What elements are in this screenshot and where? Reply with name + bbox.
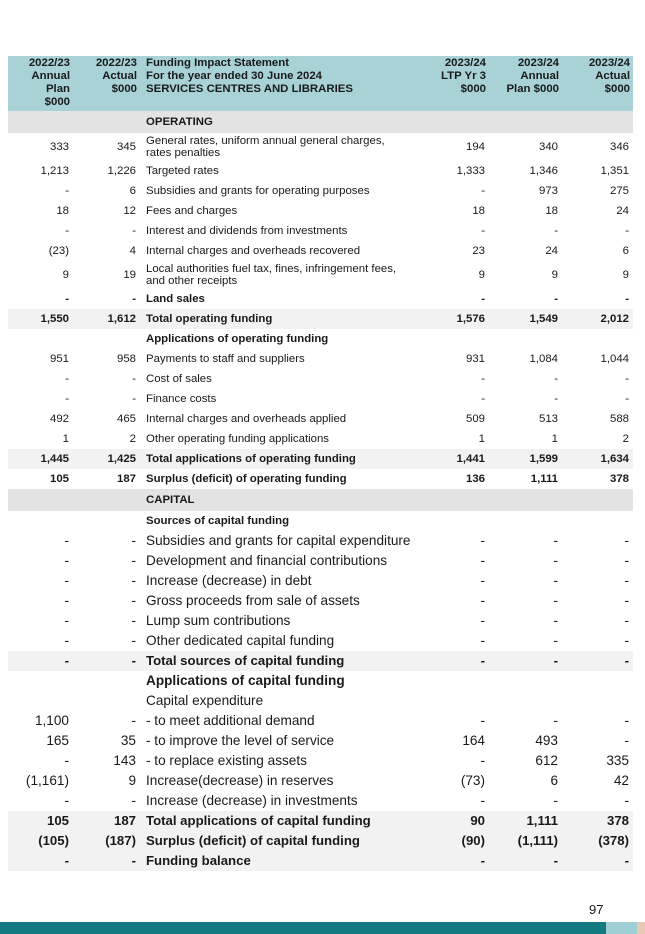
table-row: [8, 241, 633, 261]
table-row: [8, 531, 633, 551]
row-value: (1,111): [489, 831, 562, 851]
row-value: 1,226: [107, 165, 136, 177]
row-value: 24: [545, 245, 558, 257]
row-value: 18: [56, 205, 69, 217]
row-value: -: [480, 593, 485, 608]
row-value: -: [480, 553, 485, 568]
table-row: [8, 329, 633, 349]
row-value: 2,012: [562, 309, 633, 329]
row-value: [73, 329, 140, 349]
table-row: [8, 811, 633, 831]
row-value: -: [480, 713, 485, 728]
row-value: -: [131, 713, 136, 728]
table-row: [8, 511, 633, 531]
row-value: 4: [129, 245, 136, 257]
row-value: -: [65, 373, 69, 385]
row-value: -: [131, 573, 136, 588]
row-value: -: [8, 851, 73, 871]
footer-accent-end: [637, 922, 645, 934]
table-row: [8, 591, 633, 611]
row-value: -: [73, 851, 140, 871]
row-value: [417, 329, 489, 349]
row-value: 18: [545, 205, 558, 217]
row-value: 1,084: [529, 353, 558, 365]
table-row: [8, 731, 633, 751]
row-value: -: [65, 393, 69, 405]
row-value: -: [65, 185, 69, 197]
row-value: 9: [128, 773, 136, 788]
row-value: [417, 691, 489, 711]
table-header: [8, 56, 633, 111]
row-value: -: [625, 225, 629, 237]
row-value: 9: [62, 269, 69, 281]
table-row: [8, 429, 633, 449]
row-value: (378): [562, 831, 633, 851]
row-value: [73, 111, 140, 133]
row-value: -: [131, 593, 136, 608]
row-value: 12: [123, 205, 136, 217]
row-value: (90): [417, 831, 489, 851]
header-actual-2324: 2023/24 Actual $000: [562, 56, 633, 111]
table-row: [8, 831, 633, 851]
row-value: 1,351: [600, 165, 629, 177]
row-value: [8, 691, 73, 711]
table-row: [8, 221, 633, 241]
row-value: -: [64, 793, 69, 808]
row-value: [73, 489, 140, 511]
row-value: -: [65, 225, 69, 237]
row-label: Land sales: [146, 293, 205, 305]
row-value: 1,612: [73, 309, 140, 329]
table-row: [8, 201, 633, 221]
row-value: [417, 671, 489, 691]
row-value: (73): [460, 773, 485, 788]
table-body: [8, 111, 633, 871]
row-value: 194: [465, 141, 485, 153]
row-value: -: [481, 185, 485, 197]
row-value: 1,441: [417, 449, 489, 469]
table-row: [8, 261, 633, 289]
funding-impact-table: [8, 56, 633, 871]
row-value: (23): [48, 245, 69, 257]
row-label: Subsidies and grants for operating purposes: [146, 185, 370, 197]
row-value: [8, 329, 73, 349]
row-value: 931: [465, 353, 485, 365]
row-label: Total operating funding: [140, 309, 417, 329]
row-value: -: [64, 593, 69, 608]
row-value: -: [553, 593, 558, 608]
row-value: 973: [538, 185, 558, 197]
table-row: [8, 389, 633, 409]
row-value: -: [480, 793, 485, 808]
row-label: OPERATING: [140, 111, 417, 133]
row-value: -: [553, 553, 558, 568]
row-value: 1,111: [489, 811, 562, 831]
row-value: [489, 329, 562, 349]
row-value: [73, 671, 140, 691]
row-value: -: [625, 293, 629, 305]
row-value: (187): [73, 831, 140, 851]
row-value: 346: [609, 141, 629, 153]
row-label: Fees and charges: [146, 205, 238, 217]
row-value: 1: [62, 433, 69, 445]
row-value: 2: [129, 433, 136, 445]
row-label: Targeted rates: [146, 165, 219, 177]
row-value: 958: [116, 353, 136, 365]
row-value: 612: [535, 753, 558, 768]
row-value: -: [481, 293, 485, 305]
row-label: Surplus (deficit) of capital funding: [140, 831, 417, 851]
row-value: 1,425: [73, 449, 140, 469]
header-annual-plan-2223: 2022/23 Annual Plan $000: [8, 56, 73, 111]
row-label: Payments to staff and suppliers: [146, 353, 305, 365]
table-row: [8, 851, 633, 871]
header-annual-plan-2324: 2023/24 Annual Plan $000: [489, 56, 562, 111]
row-value: -: [624, 533, 629, 548]
row-value: 23: [472, 245, 485, 257]
table-row: [8, 161, 633, 181]
header-actual-2223: 2022/23 Actual $000: [73, 56, 140, 111]
row-value: -: [562, 651, 633, 671]
row-value: 6: [622, 245, 629, 257]
row-value: 42: [613, 773, 629, 788]
row-value: -: [417, 851, 489, 871]
row-value: -: [132, 293, 136, 305]
row-value: 509: [465, 413, 485, 425]
row-value: [562, 329, 633, 349]
row-value: -: [624, 633, 629, 648]
row-value: -: [553, 633, 558, 648]
row-label: Other dedicated capital funding: [146, 633, 335, 648]
row-value: 1,599: [489, 449, 562, 469]
table-row: [8, 791, 633, 811]
table-row: [8, 711, 633, 731]
row-value: 1,333: [456, 165, 485, 177]
row-value: -: [625, 393, 629, 405]
row-value: -: [553, 573, 558, 588]
row-value: 1,445: [8, 449, 73, 469]
row-value: [489, 111, 562, 133]
row-label: Surplus (deficit) of operating funding: [146, 473, 347, 485]
row-value: [8, 511, 73, 531]
row-value: [8, 671, 73, 691]
row-value: [562, 111, 633, 133]
row-value: 19: [123, 269, 136, 281]
row-value: 275: [609, 185, 629, 197]
row-value: -: [131, 633, 136, 648]
row-label: Total applications of capital funding: [140, 811, 417, 831]
section-row: [8, 111, 633, 133]
row-value: -: [64, 573, 69, 588]
row-value: -: [64, 533, 69, 548]
row-value: [73, 691, 140, 711]
row-value: [8, 111, 73, 133]
row-value: 164: [462, 733, 485, 748]
row-value: -: [64, 753, 69, 768]
row-value: [8, 489, 73, 511]
table-row: [8, 289, 633, 309]
row-value: (1,161): [25, 773, 69, 788]
table-row: [8, 469, 633, 489]
row-value: -: [480, 613, 485, 628]
row-value: 378: [562, 811, 633, 831]
row-value: -: [624, 793, 629, 808]
row-value: -: [625, 373, 629, 385]
row-value: -: [481, 225, 485, 237]
table-row: [8, 369, 633, 389]
section-row: [8, 489, 633, 511]
row-value: 1,550: [8, 309, 73, 329]
row-value: -: [73, 651, 140, 671]
row-value: -: [131, 553, 136, 568]
row-value: 9: [478, 269, 485, 281]
row-value: -: [481, 393, 485, 405]
row-value: 492: [49, 413, 69, 425]
row-value: [489, 489, 562, 511]
row-value: 378: [609, 473, 629, 485]
row-value: 588: [609, 413, 629, 425]
row-value: -: [480, 753, 485, 768]
row-value: [417, 511, 489, 531]
row-value: [417, 489, 489, 511]
row-value: -: [417, 651, 489, 671]
row-label: Other operating funding applications: [146, 433, 330, 445]
row-value: 1: [551, 433, 558, 445]
row-label: Increase (decrease) in debt: [146, 573, 312, 588]
row-value: -: [8, 651, 73, 671]
row-value: 1: [478, 433, 485, 445]
row-value: [489, 691, 562, 711]
row-label: Cost of sales: [146, 373, 212, 385]
row-value: -: [65, 293, 69, 305]
row-label: Internal charges and overheads recovered: [146, 245, 361, 257]
row-value: 333: [49, 141, 69, 153]
row-value: 143: [113, 753, 136, 768]
row-label: - to meet additional demand: [146, 713, 315, 728]
row-value: 513: [538, 413, 558, 425]
table-row: [8, 751, 633, 771]
header-ltp-2324: 2023/24 LTP Yr 3 $000: [417, 56, 489, 111]
row-value: -: [480, 533, 485, 548]
table-row: [8, 409, 633, 429]
row-value: 24: [616, 205, 629, 217]
table-row: [8, 651, 633, 671]
row-value: -: [562, 851, 633, 871]
row-value: -: [624, 593, 629, 608]
row-value: -: [64, 553, 69, 568]
row-value: -: [554, 225, 558, 237]
row-value: -: [481, 373, 485, 385]
row-label: Increase (decrease) in investments: [146, 793, 358, 808]
row-value: 465: [116, 413, 136, 425]
row-value: -: [131, 613, 136, 628]
row-value: [562, 671, 633, 691]
row-value: -: [624, 613, 629, 628]
row-label: Gross proceeds from sale of assets: [146, 593, 360, 608]
table-row: [8, 133, 633, 161]
row-value: -: [624, 573, 629, 588]
page-number: 97: [589, 902, 604, 917]
row-value: 1,346: [529, 165, 558, 177]
row-value: 1,576: [417, 309, 489, 329]
row-value: [417, 111, 489, 133]
row-value: 1,213: [40, 165, 69, 177]
table-row: [8, 771, 633, 791]
row-value: -: [553, 613, 558, 628]
row-value: -: [131, 793, 136, 808]
row-value: 493: [535, 733, 558, 748]
row-label: Local authorities fuel tax, fines, infringement fees, and other receipts: [146, 263, 397, 287]
row-label: Increase(decrease) in reserves: [146, 773, 334, 788]
row-value: -: [624, 733, 629, 748]
table-row: [8, 349, 633, 369]
row-label: Capital expenditure: [146, 693, 264, 708]
row-value: -: [554, 293, 558, 305]
row-value: -: [624, 553, 629, 568]
row-label: Subsidies and grants for capital expenditure: [146, 533, 411, 548]
row-value: -: [64, 613, 69, 628]
row-value: -: [489, 851, 562, 871]
row-label: Finance costs: [146, 393, 217, 405]
row-label: Interest and dividends from investments: [146, 225, 348, 237]
row-label: Funding balance: [140, 851, 417, 871]
row-value: 136: [465, 473, 485, 485]
row-value: [73, 511, 140, 531]
row-value: [562, 691, 633, 711]
row-value: -: [554, 373, 558, 385]
row-value: -: [480, 573, 485, 588]
row-value: -: [489, 651, 562, 671]
row-value: -: [64, 633, 69, 648]
row-value: -: [624, 713, 629, 728]
table-row: [8, 631, 633, 651]
row-label: Applications of capital funding: [140, 671, 417, 691]
row-value: 335: [606, 753, 629, 768]
table-row: [8, 691, 633, 711]
row-value: 35: [120, 733, 136, 748]
row-label: Lump sum contributions: [146, 613, 291, 628]
row-value: 187: [73, 811, 140, 831]
row-value: 2: [622, 433, 629, 445]
row-label: Sources of capital funding: [140, 511, 417, 531]
row-value: 9: [622, 269, 629, 281]
row-value: 18: [472, 205, 485, 217]
table-row: [8, 571, 633, 591]
row-value: 340: [538, 141, 558, 153]
table-row: [8, 671, 633, 691]
row-label: Total sources of capital funding: [140, 651, 417, 671]
footer-accent: [606, 922, 637, 934]
table-row: [8, 181, 633, 201]
row-value: (105): [8, 831, 73, 851]
row-value: -: [132, 373, 136, 385]
row-value: 6: [129, 185, 136, 197]
table-row: [8, 551, 633, 571]
row-label: - to replace existing assets: [146, 753, 307, 768]
row-value: 9: [551, 269, 558, 281]
row-value: [489, 671, 562, 691]
row-label: Applications of operating funding: [140, 329, 417, 349]
row-value: -: [553, 533, 558, 548]
row-label: Development and financial contributions: [146, 553, 388, 568]
row-value: 951: [49, 353, 69, 365]
row-value: [562, 489, 633, 511]
row-label: Internal charges and overheads applied: [146, 413, 347, 425]
row-label: General rates, uniform annual general charges, rates penalties: [146, 135, 385, 159]
row-value: -: [131, 533, 136, 548]
row-value: 105: [49, 473, 69, 485]
table-row: [8, 611, 633, 631]
row-value: 6: [550, 773, 558, 788]
row-value: 1,111: [530, 473, 558, 485]
row-value: -: [132, 225, 136, 237]
row-value: [562, 511, 633, 531]
row-value: 1,634: [562, 449, 633, 469]
row-label: - to improve the level of service: [146, 733, 335, 748]
row-value: 90: [417, 811, 489, 831]
header-statement-title: Funding Impact Statement For the year ended 30 June 2024 SERVICES CENTRES AND LIBRARIES: [140, 56, 417, 111]
row-label: Total applications of operating funding: [140, 449, 417, 469]
footer-bar: [0, 922, 606, 934]
row-value: 1,044: [600, 353, 629, 365]
table-row: [8, 449, 633, 469]
row-value: -: [553, 713, 558, 728]
row-value: 105: [8, 811, 73, 831]
row-value: 187: [116, 473, 136, 485]
row-value: 1,100: [34, 713, 69, 728]
row-value: -: [554, 393, 558, 405]
table-row: [8, 309, 633, 329]
row-value: [489, 511, 562, 531]
row-value: 345: [116, 141, 136, 153]
row-label: CAPITAL: [140, 489, 417, 511]
row-value: -: [132, 393, 136, 405]
row-value: 165: [46, 733, 69, 748]
row-value: 1,549: [489, 309, 562, 329]
row-value: -: [553, 793, 558, 808]
row-value: -: [480, 633, 485, 648]
